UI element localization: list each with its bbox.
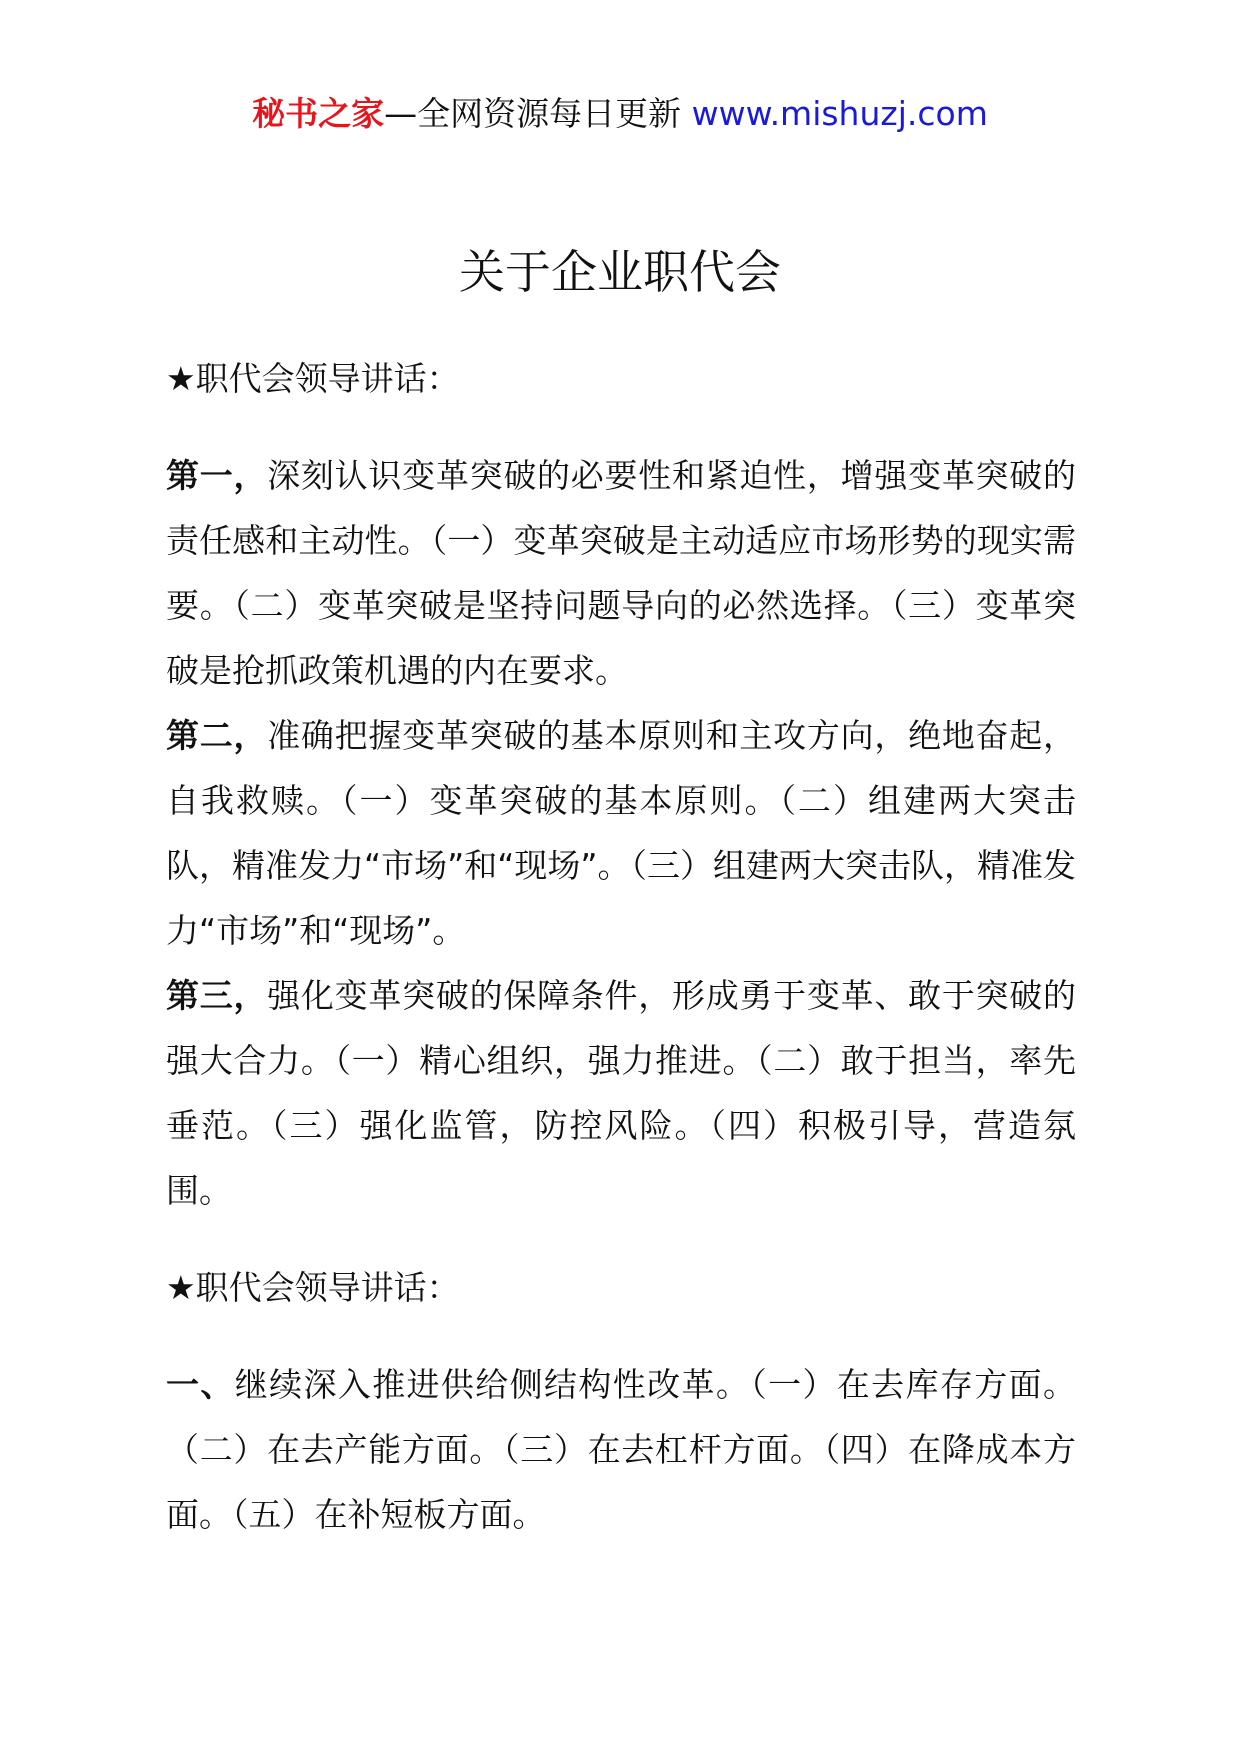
spacer — [166, 411, 1076, 443]
document-body — [166, 346, 1076, 1547]
site-url-link[interactable]: www.mishuzj.com — [691, 94, 988, 133]
paragraph — [166, 1352, 1076, 1547]
paragraph — [166, 963, 1076, 1223]
document-title: 关于企业职代会 — [459, 245, 781, 299]
paragraph-text: 强化变革突破的保障条件，形成勇于变革、敢于突破的强大合力。（一）精心组织，强力推进。（二）敢于担当，率先垂范。（三）强化监管，防控风险。（四）积极引导，营造氛围。 — [166, 976, 1077, 1210]
paragraph-text: 继续深入推进供给侧结构性改革。（一）在去库存方面。（二）在去产能方面。（三）在去杠杆方面。（四）在降成本方面。（五）在补短板方面。 — [166, 1365, 1077, 1534]
paragraph-text: 准确把握变革突破的基本原则和主攻方向，绝地奋起，自我救赎。（一）变革突破的基本原则。（二）组建两大突击队，精准发力“市场”和“现场”。（三）组建两大突击队，精准发力“市场”和“现场”。 — [166, 716, 1077, 950]
paragraph — [166, 703, 1076, 963]
paragraph-text: 深刻认识变革突破的必要性和紧迫性，增强变革突破的责任感和主动性。（一）变革突破是主动适应市场形势的现实需要。（二）变革突破是坚持问题导向的必然选择。（三）变革突破是抢抓政策机遇的内在要求。 — [166, 456, 1077, 690]
paragraph-lead: 第二， — [166, 716, 268, 755]
header-tagline: —全网资源每日更新 — [384, 94, 682, 133]
section-heading: ★职代会领导讲话： — [166, 1268, 460, 1307]
spacer — [166, 1320, 1076, 1352]
site-header — [0, 92, 1240, 136]
paragraph-lead: 第一， — [166, 456, 268, 495]
spacer — [166, 1223, 1076, 1255]
paragraph-lead: 第三， — [166, 976, 268, 1015]
brand-name: 秘书之家 — [252, 94, 385, 133]
paragraph-lead: 一、 — [166, 1365, 235, 1404]
section-heading: ★职代会领导讲话： — [166, 359, 460, 398]
paragraph — [166, 443, 1076, 703]
